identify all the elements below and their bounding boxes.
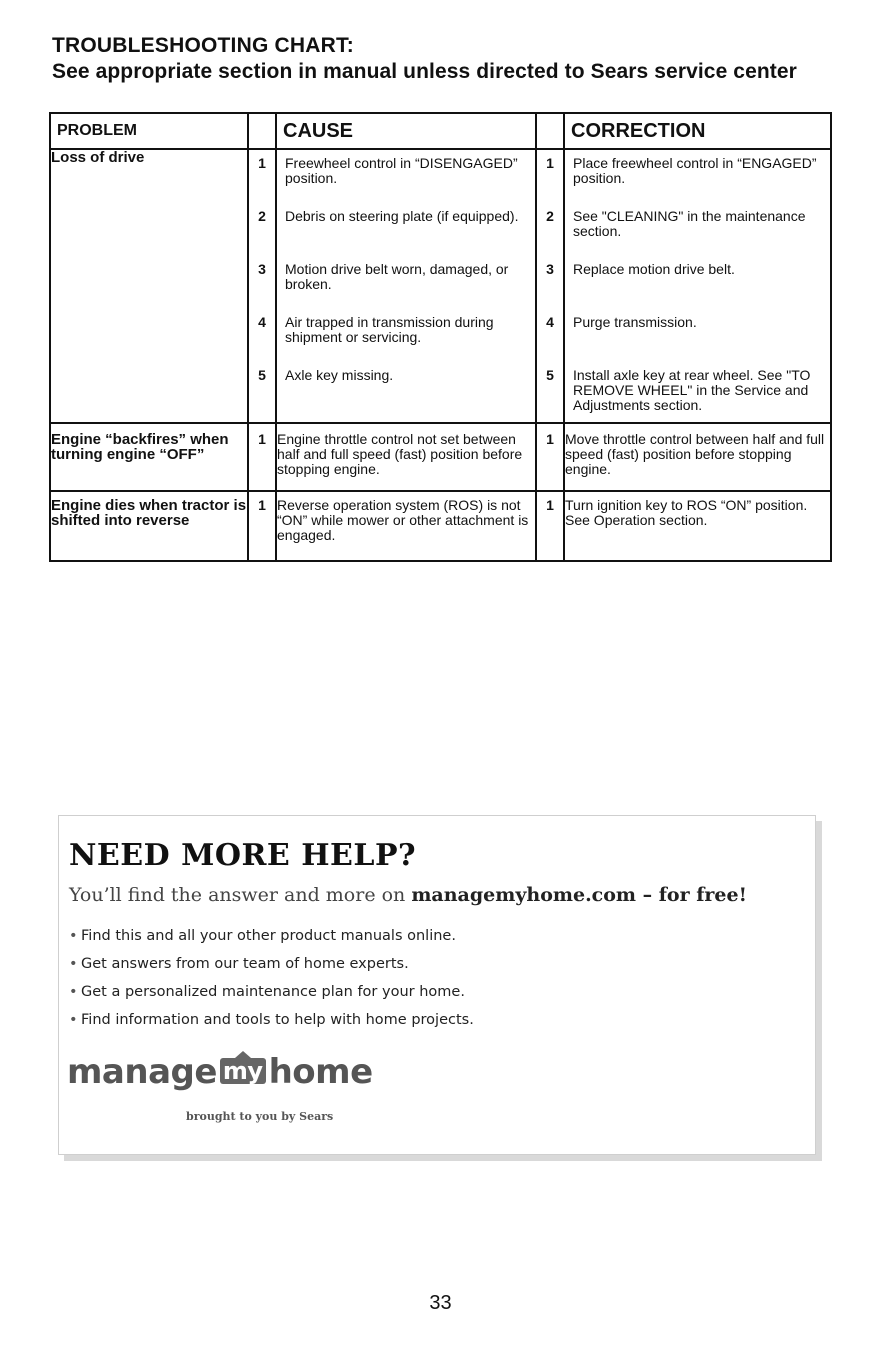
correction-text: Move throttle control between half and full speed (fast) position before stopping engine.: [564, 423, 831, 491]
bullet-icon: •: [69, 928, 78, 944]
correction-text: Install axle key at rear wheel. See "TO REMOVE WHEEL" in the Service and Adjustments section.: [573, 367, 811, 413]
logo-my-house-icon: my: [220, 1058, 266, 1084]
help-subtitle: [69, 884, 747, 906]
list-item: [69, 956, 474, 984]
cause-number: 1: [258, 155, 266, 171]
correction-number: 1: [536, 423, 564, 491]
cause-number: 1: [248, 491, 276, 561]
list-item: [69, 928, 474, 956]
cause-number: 3: [258, 261, 266, 277]
header-num-cause: [248, 113, 276, 149]
correction-text: See "CLEANING" in the maintenance section.: [573, 208, 806, 239]
logo-tagline: brought to you by Sears: [186, 1110, 334, 1123]
help-title: NEED MORE HELP?: [69, 838, 417, 873]
header-problem: PROBLEM: [50, 113, 248, 149]
help-subtitle-link: managemyhome.com – for free!: [411, 884, 747, 906]
bullet-text: Get a personalized maintenance plan for your home.: [81, 984, 465, 1000]
bullet-text: Find this and all your other product manuals online.: [81, 928, 456, 944]
table-header-row: [50, 113, 831, 149]
chart-subtitle: See appropriate section in manual unless directed to Sears service center: [52, 60, 797, 83]
correction-text: Place freewheel control in “ENGAGED” position.: [573, 155, 817, 186]
cause-number: 4: [258, 314, 266, 330]
logo-home: home: [268, 1052, 373, 1092]
correction-text: Turn ignition key to ROS “ON” position. See Operation section.: [564, 491, 831, 561]
troubleshooting-table: [49, 112, 832, 562]
table-row: [50, 149, 831, 423]
help-subtitle-prefix: You’ll find the answer and more on: [69, 884, 412, 906]
correction-number: 3: [546, 261, 554, 277]
cause-text: Axle key missing.: [285, 367, 394, 383]
bullet-text: Get answers from our team of home experts.: [81, 956, 409, 972]
cause-number: 1: [248, 423, 276, 491]
cause-number: 2: [258, 208, 266, 224]
correction-text: Replace motion drive belt.: [573, 261, 735, 277]
bullet-icon: •: [69, 1012, 78, 1028]
cause-text: Debris on steering plate (if equipped).: [285, 208, 519, 224]
correction-number: 1: [546, 155, 554, 171]
correction-column: [564, 149, 831, 423]
header-correction: CORRECTION: [564, 113, 831, 149]
problem-cell: Loss of drive: [50, 149, 248, 423]
page-number: 33: [429, 1292, 452, 1314]
bullet-icon: •: [69, 984, 78, 1000]
list-item: [69, 1012, 474, 1040]
header-num-correction: [536, 113, 564, 149]
correction-number-column: [536, 149, 564, 423]
correction-text: Purge transmission.: [573, 314, 697, 330]
cause-text: Engine throttle control not set between half and full speed (fast) position before stopping engine.: [276, 423, 536, 491]
need-more-help-box: [58, 815, 816, 1155]
cause-text: Motion drive belt worn, damaged, or broken.: [285, 261, 509, 292]
problem-cell: Engine “backfires” when turning engine “OFF”: [50, 423, 248, 491]
help-bullet-list: [69, 928, 474, 1040]
problem-cell: Engine dies when tractor is shifted into reverse: [50, 491, 248, 561]
list-item: [69, 984, 474, 1012]
correction-number: 5: [546, 367, 554, 383]
cause-column: [276, 149, 536, 423]
cause-text: Air trapped in transmission during shipment or servicing.: [285, 314, 494, 345]
table-row: [50, 491, 831, 561]
correction-number: 4: [546, 314, 554, 330]
bullet-text: Find information and tools to help with home projects.: [81, 1012, 474, 1028]
bullet-icon: •: [69, 956, 78, 972]
cause-number: 5: [258, 367, 266, 383]
correction-number: 1: [536, 491, 564, 561]
cause-number-column: [248, 149, 276, 423]
logo-manage: manage: [67, 1052, 217, 1092]
table-row: [50, 423, 831, 491]
header-cause: CAUSE: [276, 113, 536, 149]
correction-number: 2: [546, 208, 554, 224]
managemyhome-logo: [67, 1052, 373, 1092]
cause-text: Freewheel control in “DISENGAGED” position.: [285, 155, 518, 186]
chart-title: TROUBLESHOOTING CHART:: [52, 34, 354, 57]
cause-text: Reverse operation system (ROS) is not “ON” while mower or other attachment is engaged.: [276, 491, 536, 561]
